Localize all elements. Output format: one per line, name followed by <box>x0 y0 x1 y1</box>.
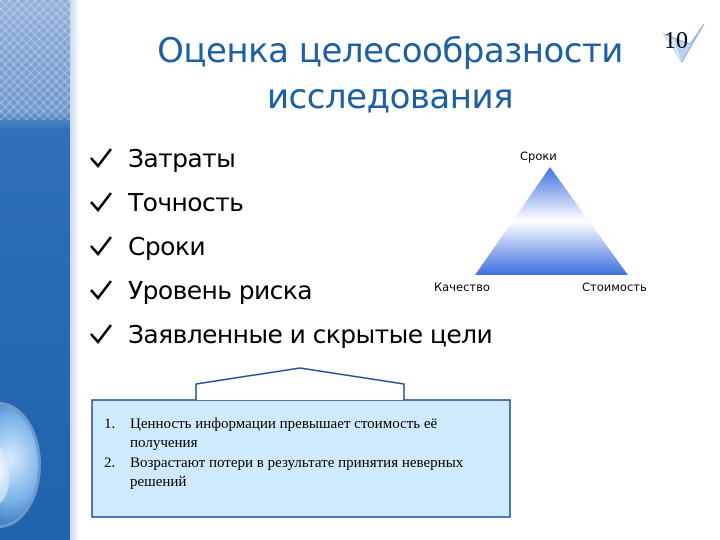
bullet-label: Сроки <box>128 231 205 261</box>
callout-item-text: Ценность информации превышает стоимость её получения <box>130 416 438 451</box>
side-band-edge <box>70 0 80 540</box>
checkmark-icon <box>88 322 114 346</box>
bullet-label: Заявленные и скрытые цели <box>128 319 493 349</box>
bullet-label: Точность <box>128 187 244 217</box>
checkmark-icon <box>88 278 114 302</box>
callout-item-number: 1. <box>104 416 116 432</box>
slide-number: 10 <box>664 28 688 54</box>
bullet-item <box>88 312 492 356</box>
callout-list <box>104 415 504 493</box>
checkmark-icon <box>88 146 114 170</box>
side-band-pattern <box>0 0 70 120</box>
callout-item-text: Возрастают потери в результате принятия неверных решений <box>130 455 464 490</box>
triangle-top-label: Сроки <box>520 149 557 163</box>
slide-title: Оценка целесообразности исследования <box>157 31 623 117</box>
bullet-label: Уровень риска <box>128 275 313 305</box>
checkmark-icon <box>88 234 114 258</box>
callout-item <box>104 454 504 492</box>
callout-item <box>104 415 504 453</box>
checkmark-icon <box>88 190 114 214</box>
bullet-label: Затраты <box>128 143 236 173</box>
triangle-left-label: Качество <box>434 280 490 294</box>
decorative-side-band <box>0 0 80 540</box>
triangle-diagram <box>420 145 690 305</box>
triangle-shape <box>420 145 690 285</box>
triangle-right-label: Стоимость <box>582 280 647 294</box>
callout-item-number: 2. <box>104 455 116 471</box>
